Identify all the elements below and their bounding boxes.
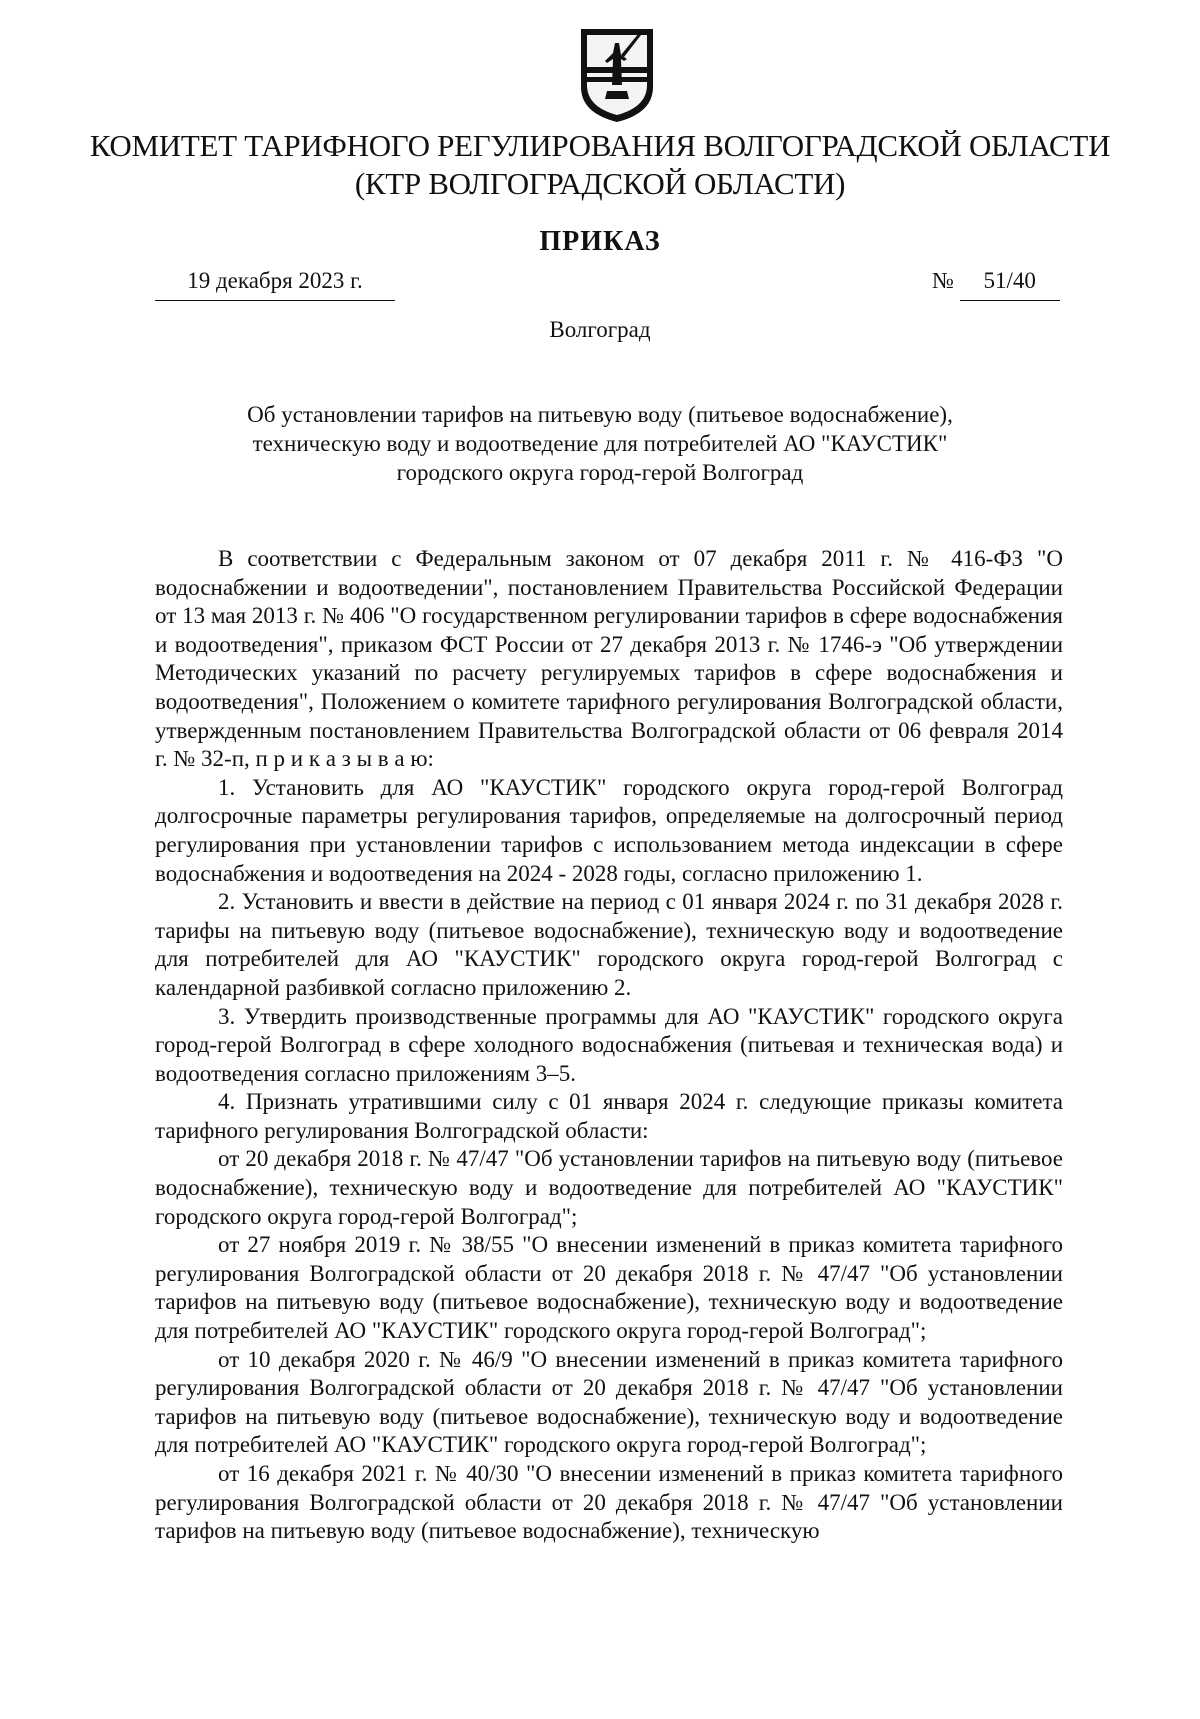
paragraph-item-3: 3. Утвердить производственные программы для АО "КАУСТИК" городского округа город-герой Волгоград в сфере холодного водоснабжения (питьевая и техническая вода) и водоотведения согласно приложениям 3–5. — [155, 1003, 1063, 1086]
number-label: № — [932, 268, 954, 293]
paragraph-repealed-order: от 27 ноября 2019 г. № 38/55 "О внесении изменений в приказ комитета тарифного регулирования Волгоградской области от 20 декабря 2018 г. № 47/47 "Об установлении тарифов на питьевую воду (питьевое водоснабжение), техническую воду и водоотведение для потребителей АО "КАУСТИК" городского округа город-герой Волгоград"; — [155, 1232, 1063, 1344]
paragraph-item-4: 4. Признать утратившими силу с 01 января 2024 г. следующие приказы комитета тарифного регулирования Волгоградской области: — [155, 1089, 1063, 1143]
paragraph-repealed-order: от 10 декабря 2020 г. № 46/9 "О внесении изменений в приказ комитета тарифного регулирования Волгоградской области от 20 декабря 2018 г. № 47/47 "Об установлении тарифов на питьевую воду (питьевое водоснабжение), техническую воду и водоотведение для потребителей АО "КАУСТИК" городского округа город-герой Волгоград"; — [155, 1346, 1063, 1458]
volgograd-coat-of-arms-icon — [577, 25, 657, 125]
subject-line: техническую воду и водоотведение для потребителей АО "КАУСТИК" — [252, 431, 948, 456]
paragraph-item-1: 1. Установить для АО "КАУСТИК" городского округа город-герой Волгоград долгосрочные параметры регулирования тарифов, определяемые на долгосрочный период регулирования при установлении тарифов с использованием метода индексации в сфере водоснабжения и водоотведения на 2024 - 2028 годы, согласно приложению 1. — [155, 774, 1063, 886]
subject-line: Об установлении тарифов на питьевую воду (питьевое водоснабжение), — [247, 402, 953, 427]
subject-line: городского округа город-герой Волгоград — [396, 460, 804, 485]
org-name: КОМИТЕТ ТАРИФНОГО РЕГУЛИРОВАНИЯ ВОЛГОГРАДСКОЙ ОБЛАСТИ — [89, 128, 1111, 163]
document-number-block — [932, 268, 1060, 301]
document-type: ПРИКАЗ — [539, 226, 661, 257]
document-body — [155, 545, 1063, 1546]
document-subject — [0, 400, 1200, 487]
org-short-name: (КТР ВОЛГОГРАДСКОЙ ОБЛАСТИ) — [354, 166, 846, 201]
paragraph-repealed-order: от 16 декабря 2021 г. № 40/30 "О внесении изменений в приказ комитета тарифного регулирования Волгоградской области от 20 декабря 2018 г. № 47/47 "Об установлении тарифов на питьевую воду (питьевое водоснабжение), техническую — [155, 1461, 1063, 1544]
document-date: 19 декабря 2023 г. — [155, 268, 395, 301]
paragraph-preamble: В соответствии с Федеральным законом от 07 декабря 2011 г. № 416-ФЗ "О водоснабжении и водоотведении", постановлением Правительства Российской Федерации от 13 мая 2013 г. № 406 "О государственном регулировании тарифов в сфере водоснабжения и водоотведения", приказом ФСТ России от 27 декабря 2013 г. № 1746-э "Об утверждении Методических указаний по расчету регулируемых тарифов в сфере водоснабжения и водоотведения", Положением о комитете тарифного регулирования Волгоградской области, утвержденным постановлением Правительства Волгоградской области от 06 февраля 2014 г. № 32-п, п р и к а з ы в а ю: — [155, 546, 1063, 772]
document-number: 51/40 — [960, 268, 1060, 301]
document-city: Волгоград — [549, 317, 651, 342]
paragraph-item-2: 2. Установить и ввести в действие на период с 01 января 2024 г. по 31 декабря 2028 г. тарифы на питьевую воду (питьевое водоснабжение), техническую воду и водоотведение для потребителей для АО "КАУСТИК" городского округа город-герой Волгоград с календарной разбивкой согласно приложению 2. — [155, 889, 1063, 1000]
paragraph-repealed-order: от 20 декабря 2018 г. № 47/47 "Об установлении тарифов на питьевую воду (питьевое водоснабжение), техническую воду и водоотведение для потребителей АО "КАУСТИК" городского округа город-герой Волгоград"; — [155, 1146, 1063, 1229]
